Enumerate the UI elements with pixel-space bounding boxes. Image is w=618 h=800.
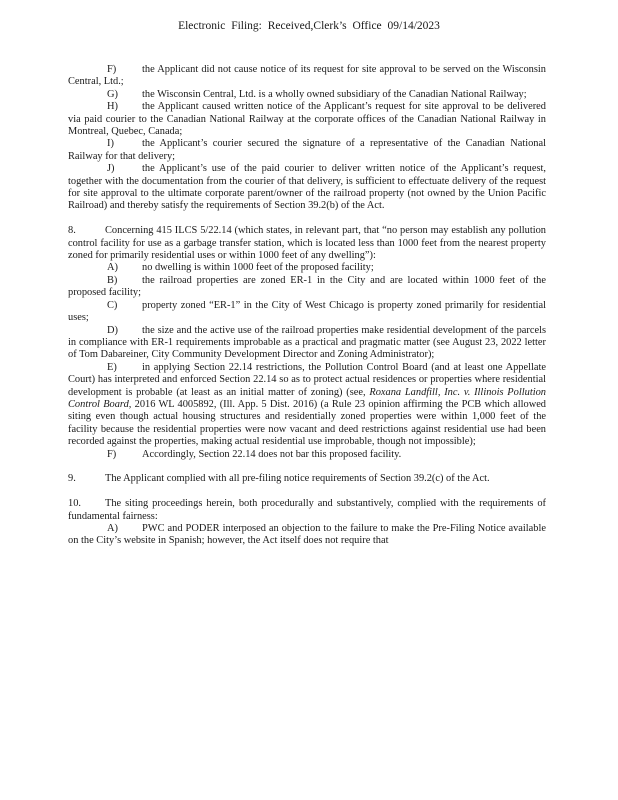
item-label: A) [107,522,118,534]
item-text: the Applicant did not cause notice of its request for site approval to be served on the Wisconsin Central, Ltd.; [68,64,546,88]
list-item-8c [68,300,546,325]
item-label: I) [107,138,114,150]
item-text: Accordingly, Section 22.14 does not bar this proposed facility. [142,448,402,460]
filing-stamp-header: Electronic Filing: Received,Clerk’s Office 09/14/2023 [178,20,440,32]
item-label: A) [107,262,118,274]
item-label: H) [107,101,118,113]
list-item-10a [68,523,546,548]
paragraph-text: The siting proceedings herein, both procedurally and substantively, complied with the requirements of fundamental fairness: [68,498,546,522]
paragraph-8 [68,225,546,262]
list-item-h [68,101,546,138]
item-label: B) [107,274,118,286]
list-item-8d [68,325,546,362]
paragraph-10 [68,498,546,523]
list-item-i [68,138,546,163]
list-item-8f [68,449,546,461]
item-label: F) [107,448,117,460]
document-body [68,64,546,548]
paragraph-number: 9. [68,473,76,485]
item-text: the Applicant’s use of the paid courier to deliver written notice of the Applicant’s request, together with the documentation from the courier of that delivery, is sufficient to effectuate delivery of the request for site approval to the ultimate corporate parent/owner of the railroad property (not owned by the Union Pacific Railroad) and thereby satisfy the requirements of Section 39.2(b) of the Act. [68,163,546,212]
item-text: in applying Section 22.14 restrictions, the Pollution Control Board (and at least one Appellate Court) has interpreted and enforced Section 22.14 so as to protect actual residences or properties where residential development is probable (at least as an initial matter of zoning) (see, [68,361,546,398]
item-label: D) [107,324,118,336]
list-item-j [68,163,546,213]
list-item-f [68,64,546,89]
item-text: the Applicant’s courier secured the signature of a representative of the Canadian National Railway for that delivery; [68,138,546,162]
paragraph-text: The Applicant complied with all pre-filing notice requirements of Section 39.2(c) of the Act. [105,473,490,485]
item-label: E) [107,361,117,373]
item-label: G) [107,88,118,100]
item-text: property zoned “ER-1” in the City of West Chicago is property zoned primarily for residential uses; [68,299,546,324]
item-label: C) [107,299,118,311]
paragraph-text: Concerning 415 ILCS 5/22.14 (which states, in relevant part, that “no person may establish any pollution control facility for use as a garbage transfer station, which is located less than 1000 feet from the nearest property zoned for primarily residential uses or within 1000 feet of any dwelling”): [68,225,546,262]
item-label: J) [107,163,115,175]
item-text: no dwelling is within 1000 feet of the proposed facility; [142,262,374,274]
item-text: the size and the active use of the railroad properties make residential development of the parcels in compliance with ER-1 requirements improbable as a practical and pragmatic matter (see August 23, 2022 letter of Tom Dabareiner, City Community Development Director and Zoning Administrator); [68,324,546,361]
list-item-8b [68,275,546,300]
list-item-8a [68,262,546,274]
item-label: F) [107,64,117,75]
item-text: the Wisconsin Central, Ltd. is a wholly owned subsidiary of the Canadian National Railway; [142,88,527,100]
case-citation: Roxana Landfill, Inc. v. Illinois Pollution Control Board, [68,386,546,410]
paragraph-9 [68,473,546,485]
list-item-8e [68,362,546,449]
item-text: the Applicant caused written notice of the Applicant’s request for site approval to be delivered via paid courier to the Canadian National Railway at the corporate offices of the Canadian National Railway in Montreal, Quebec, Canada; [68,101,546,138]
paragraph-number: 8. [68,225,76,237]
list-item-g [68,89,546,101]
item-text: PWC and PODER interposed an objection to the failure to make the Pre-Filing Notice available on the City’s website in Spanish; however, the Act itself does not require that [68,522,546,547]
item-text-continued: 2016 WL 4005892, (Ill. App. 5 Dist. 2016) (a Rule 23 opinion affirming the PCB which allowed siting even though actual housing structures and residentially zoned properties were within 1,000 feet of the facility because the residential properties were now vacant and deed restrictions against residential use had been recorded against the properties, making actual residential use improbable, though not impossible); [68,398,547,448]
paragraph-number: 10. [68,498,81,510]
item-text: the railroad properties are zoned ER-1 in the City and are located within 1000 feet of the proposed facility; [68,274,546,299]
